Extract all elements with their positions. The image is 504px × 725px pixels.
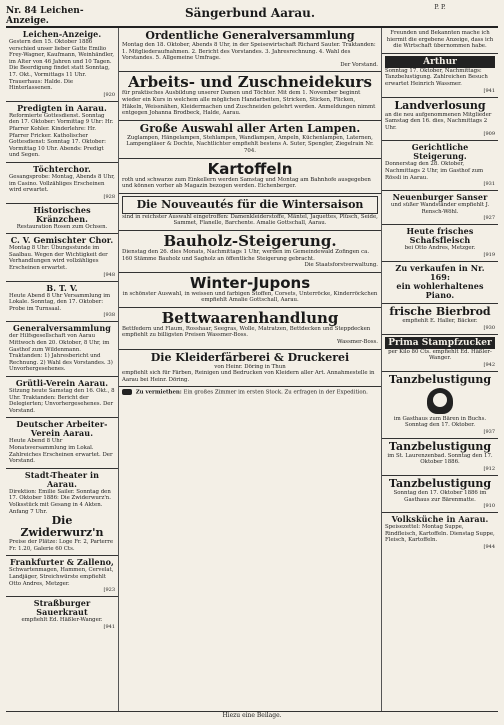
ad-vermiethen [119,387,381,399]
ad-ref: [930 [483,324,495,331]
ad-schafsfleisch [382,225,498,262]
ad-volkskueche [382,513,498,553]
ad-text: Gesangsprobe: Montag, Abends 8 Uhr, im Casino. Vollzähliges Erscheinen wird erwartet. [9,173,115,194]
ad-bierbrod [382,304,498,335]
ad-frankfurter [6,556,118,597]
ad-tanz-laurenzenbad [382,439,498,476]
ad-ref: [920 [103,91,115,98]
ad-heading: Deutscher Arbeiter-Verein Aarau. [16,419,108,439]
ad-text: ein wohlerhaltenes Piano. [396,280,484,300]
ad-ref: [937 [483,428,495,435]
ad-stampfzucker [382,335,498,372]
ad-text: Dienstag den 26. dies Monats, Nachmittags 1 Uhr, werden im Gemeindewald Zofingen ca. 160 Stämme Bauholz und Sagholz an öffentliche Steigerung gebracht. [122,248,370,262]
ad-leichen [6,28,118,102]
ad-heading: Neuenburger Sanser [392,192,488,203]
ad-heading: Heute frisches Schafsfleisch [406,226,474,246]
ad-heading: frische Bierbrod [389,304,491,318]
ad-heading: Historisches Kränzchen. [33,204,91,224]
ad-ref: [923 [103,587,115,594]
right-column [382,28,498,711]
ad-text: der Hilfsgesellschaft von Aarau Mittwoch den 20. Oktober, 8 Uhr, im Gasthof zum Wildenmann. Traktanden: 1) Jahresbericht und Rechnung. 2) Wahl des Vorstandes. 3) Unvorhergesehenes. [9,333,113,373]
ad-text: empfiehlt Ed. Häßler-Wanger. [21,617,103,624]
ad-text: Preise der Plätze: Loge Fr. 2, Parterre Fr. 1.20, Galerie 60 Cts. [9,539,114,552]
ad-bettwaaren [119,308,381,350]
left-column [6,28,119,711]
ad-text: und süßer Wandständer empfiehlt J. Rensch-Wöhl. [390,202,490,215]
play-title: Die Zwiderwurz'n [20,514,104,540]
ad-ref: [942 [483,361,495,368]
ad-subheading: von Heinr. Döring in Thun [214,363,286,370]
ad-pp [382,28,498,54]
ad-heading: Große Auswahl aller Arten Lampen. [139,121,361,135]
ad-gruetli [6,377,118,418]
ad-heading: Frankfurter & Zalleno, [10,557,114,568]
left-header: Nr. 84 Leichen-Anzeige. [6,6,84,26]
ad-text: Direktion: Emilie Sailer. Sonntag den 17. Oktober 1886: Die Zwiderwurz'n. Volksstück mit Gesang in 4 Akten. Anfang 7 Uhr. [9,488,111,515]
ad-ref: [928 [103,193,115,200]
dancer-icon [427,388,453,414]
ad-heading: Prima Stampfzucker [385,337,495,349]
ad-heading: B. T. V. [46,282,78,293]
ad-btv [6,282,118,323]
ad-ref: [912 [483,466,495,473]
ad-text: Gestern den 15. Oktober 1886 verschied unser lieber Gatte Emilio Frey-Wagner, Kaufmann, Weinhändler, im Alter von 46 Jahren und 10 Tagen. Die Beerdigung findet statt Sonntag, 17. Okt., Vormittags 11 Uhr. Trauerhaus: Halde. Die Hinterlassenen. [9,39,114,92]
ad-ref: [919 [483,251,495,258]
page-footer: Hiezu eine Beilage. [6,711,498,721]
ad-text: für praktisches Ausbildung unserer Damen und Töchter. Mit dem 1. November beginnt wieder ein Kurs in welchem alle möglichen Handarbeiten, Stricken, Sticken, Flicken, Häkeln, Weissnähen, Kleidermachen und Zuschneiden gelehrt werden. Anmeldungen nimmt entgegen Johanna Brodbeck, Halde, Aarau. [122,90,376,117]
middle-column [119,28,382,711]
ad-ref: [938 [103,312,115,319]
ad-arbeitskurs [119,72,381,120]
ad-text: Schwartenmagen, Hammen, Cervelat, Landjäger, Streichwürste empfiehlt Otto Andres, Metzger. [9,567,114,587]
ad-tanz-baerenmatte [382,476,498,513]
ad-kleiderfaerberei [119,350,381,388]
right-header: P. P. [434,4,446,11]
ad-steigerung [382,141,498,191]
ad-saengerbund [119,28,381,72]
page-header [6,4,498,28]
ad-text: Montag 8 Uhr: Übungsstunde im Saalbau. Wegen der Wichtigkeit der Verhandlungen wird vollzähliges Erscheinen erwartet. [9,245,108,272]
ad-heading: Gerichtliche Steigerung. [411,142,469,162]
ad-ref: [927 [483,215,495,222]
ad-heading: Winter-Jupons [189,273,311,292]
ad-text: Heute Abend 8 Uhr Monatsversammlung im Lokal. Zahlreiches Erscheinen erwartet. Der Vorstand. [9,438,113,465]
ad-ref: [909 [483,131,495,138]
ad-text: an die neu aufgenommenen Mitglieder Samstag den 16. dies, Nachmittags 2 Uhr. [385,111,492,131]
ad-heading: Generalversammlung [13,323,111,334]
ad-piano [382,262,498,304]
ad-arbeiterverein [6,418,118,468]
ad-heading: Ordentliche Generalversammlung [145,29,355,42]
ad-heading: Kartoffeln [207,159,293,178]
ad-text: Restauration Rosen zum Ochsen. [16,223,108,230]
ad-ref: [931 [483,181,495,188]
ad-text: Sitzung heute Samstag den 16. Okt., 8 Uhr. Traktanden: Bericht der Delegierten; Unvorhergesehenes. Der Vorstand. [9,388,115,414]
ad-heading: Bettwaarenhandlung [161,308,339,327]
ad-heading: Töchterchor. [33,163,91,174]
ad-heading: Tanzbelustigung [388,372,492,386]
ad-sign: Der Vorstand. [340,61,378,68]
ad-bauholz [119,231,381,273]
ad-tanz-baeren [382,372,498,439]
ad-text: bei Otto Andres, Metzger. [404,245,476,252]
ad-text: Reformierte Gottesdienst. Sonntag den 17. Oktober: Vormittag 9 Uhr: Hr. Pfarrer Kohler. Kinderlehre: Hr. Pfarrer Fricker. Katholischer Gottesdienst: Sonntag 17. Oktober: Vormittag 10 Uhr. Abends: Predigt und Segen. [9,112,114,159]
ad-stadttheater [6,469,118,557]
ad-heading: Landverlosung [394,98,486,112]
ad-ref: [944 [483,544,495,551]
ad-heading: Grütli-Verein Aarau. [15,378,109,388]
ad-ref: [941 [483,87,495,94]
ad-text: Sonntag 17. Oktober, Nachmittags: Tanzbelustigung. Zahlreichen Besuch erwartet Heinrich Wassmer. [385,67,488,87]
ad-text: sind in reichster Auswahl eingetroffen: Damenkleiderstoffe, Mäntel, Jaquettes, Plüsch, Seide, Sammet, Flanelle, Barchente. Amalie Gottschall, Aarau. [122,213,378,227]
ad-text: Heute Abend 8 Uhr Versammlung im Lokale. Sonntag, den 17. Oktober: Probe im Turnsaal. [9,292,111,312]
ad-toechterchor [6,163,118,204]
ad-heading: Straßburger Sauerkraut [33,598,91,618]
ad-text: Ein großes Zimmer im ersten Stock. Zu erfragen in der Expedition. [183,389,368,396]
hand-pointer-icon [122,389,132,395]
ad-text: Freunden und Bekannten mache ich hiermit die ergebene Anzeige, dass ich die Wirtschaft übernommen habe. [386,30,494,50]
ad-text: roth und schwarze zum Einkellern werden Samstag und Montag am Bahnhofe ausgegeben und können vorher ab Magazin bezogen werden. Eichenberger. [122,176,371,190]
ad-arthur [382,54,498,98]
ad-heading: Bauholz-Steigerung. [163,231,337,250]
ad-ref: [948 [103,271,115,278]
ad-generalversammlung [6,322,118,377]
ad-text: in schönster Auswahl, in weissen und farbigen Stoffen, Corsets, Unterröcke, Kinderröckchen empfiehlt Amalie Gottschall, Aarau. [122,290,378,304]
ad-heading: Arbeits- und Zuschneidekurs [128,73,372,92]
ad-heading: Volksküche in Aarau. [391,514,489,525]
ad-gemischter-chor [6,234,118,281]
ad-heading: Zu vermiethen: [135,389,182,396]
ad-ref: [941 [103,623,115,630]
ad-lampen [119,121,381,159]
ad-text: Zuglampen, Hängelampen, Stehlampen, Wandlampen, Ampeln, Küchenlampen, Laternen, Lampengläser & Dochte, Nachtlichter empfiehlt bestens A. Suter, Spengler, Ziegelrain Nr. 704. [126,134,374,154]
ad-historisches [6,204,118,235]
ad-heading: Die Kleiderfärberei & Druckerei [150,350,350,364]
ad-text: Sonntag den 17. Oktober 1886 im Gasthaus zur Bärenmatte. [393,490,487,503]
ad-heading: Leichen-Anzeige. [22,29,102,39]
ad-nouveautes [119,194,381,231]
ad-ref: [910 [483,503,495,510]
ad-sauerkraut [6,597,118,633]
ad-heading: Stadt-Theater in Aarau. [24,469,100,489]
ad-heading: Die Nouveautés für die Wintersaison [122,196,378,214]
ad-text: Donnerstag den 28. Oktober, Nachmittags 2 Uhr, im Gasthof zum Rössli in Aarau. [385,161,484,181]
ad-heading: Predigten in Aarau. [17,102,107,113]
ad-heading: Zu verkaufen in Nr. 169: [395,262,485,282]
ad-heading: C. V. Gemischter Chor. [10,235,114,246]
ad-heading: Tanzbelustigung [388,477,492,491]
newspaper-page [6,4,498,721]
ad-predigten [6,102,118,163]
ad-text: per Kilo 80 Cts. empfiehlt Ed. Häßler-Wanger. [388,348,492,362]
ad-text: empfiehlt E. Haller, Bäcker. [402,317,478,324]
ad-neuenburger [382,191,498,225]
ad-heading: Tanzbelustigung [388,439,492,453]
ad-kartoffeln [119,159,381,194]
ad-sign: Wassmer-Boss. [337,339,378,346]
ad-text: Speisezettel: Montag Suppe, Rindfleisch, Kartoffeln. Dienstag Suppe, Fleisch, Kartoffeln. [385,524,495,544]
ad-text: empfiehlt sich für Färben, Reinigen und Bedrucken von Kleidern aller Art. Annahmestelle in Aarau bei Heinr. Döring. [122,370,375,383]
ad-sign: Die Staatsforstverwaltung. [304,262,378,269]
ad-text: Montag den 18. Oktober, Abends 8 Uhr, in der Speisewirtschaft Richard Sauter. Traktanden: 1. Mitgliederaufnahmen. 2. Bericht des Vorstandes. 3. Jahresrechnung. 4. Wahl des Vorstandes. 5. Allgemeine Umfrage. [122,42,376,62]
ad-text: im Gasthaus zum Bären in Buchs. Sonntag den 17. Oktober. [393,415,487,429]
page-title: Sängerbund Aarau. [184,6,315,20]
ad-text: Bettfedern und Flaum, Rosshaar, Seegras, Wolle, Matratzen, Bettdecken und Steppdecken empfiehlt zu billigsten Preisen Wassmer-Boss. [122,325,371,339]
ad-landverlosung [382,98,498,142]
ad-jupons [119,273,381,308]
ad-heading: Arthur [385,56,495,68]
ad-text: im St. Laurenzenbad. Sonntag den 17. Oktober 1886. [387,452,493,466]
